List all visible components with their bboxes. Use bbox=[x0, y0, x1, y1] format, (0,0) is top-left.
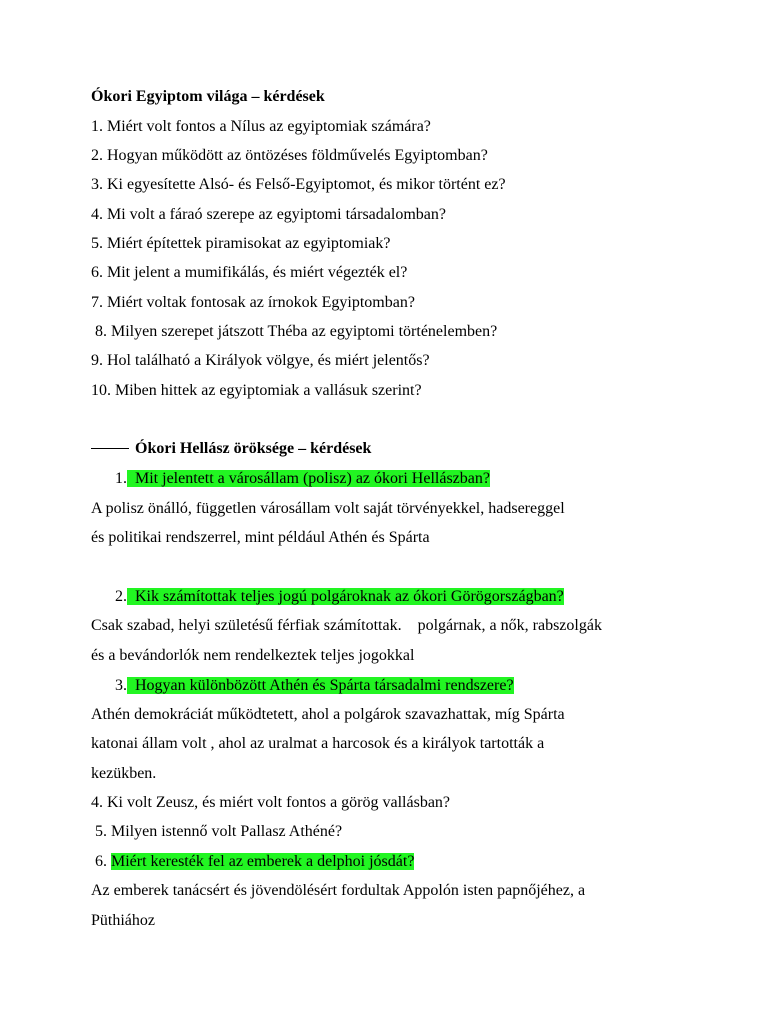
hellas-answer-1-line-2: és politikai rendszerrel, mint például Athén és Spárta bbox=[91, 529, 430, 546]
egypt-title: Ókori Egyiptom világa – kérdések bbox=[91, 88, 325, 105]
question-number: 6. bbox=[91, 853, 111, 870]
hellas-answer-6-line-1: Az emberek tanácsért és jövendölésért fordultak Appolón isten papnőjéhez, a bbox=[91, 882, 586, 899]
hellas-answer-3-line-1: Athén demokráciát működtetett, ahol a polgárok szavazhattak, míg Spárta bbox=[91, 706, 565, 723]
hellas-answer-2-line-2: és a bevándorlók nem rendelkeztek teljes jogokkal bbox=[91, 647, 415, 664]
hellas-question-4: 4. Ki volt Zeusz, és miért volt fontos a görög vallásban? bbox=[91, 794, 451, 811]
hellas-question-3 bbox=[91, 676, 514, 696]
title-dash-line bbox=[91, 448, 129, 449]
egypt-question-3: 3. Ki egyesítette Alsó- és Felső-Egyiptomot, és mikor történt ez? bbox=[91, 176, 506, 193]
egypt-question-10: 10. Miben hittek az egyiptomiak a vallásuk szerint? bbox=[91, 382, 422, 399]
highlighted-question: Kik számítottak teljes jogú polgároknak az ókori Görögországban? bbox=[127, 588, 564, 605]
hellas-question-1 bbox=[91, 469, 490, 489]
egypt-question-6: 6. Mit jelent a mumifikálás, és miért végezték el? bbox=[91, 264, 408, 281]
hellas-answer-3-line-2: katonai állam volt , ahol az uralmat a harcosok és a királyok tartották a bbox=[91, 735, 545, 752]
egypt-question-8: 8. Milyen szerepet játszott Théba az egyiptomi történelemben? bbox=[91, 323, 498, 340]
question-number: 1. bbox=[115, 470, 127, 487]
highlighted-question: Hogyan különbözött Athén és Spárta társadalmi rendszere? bbox=[127, 677, 514, 694]
hellas-answer-6-line-2: Püthiához bbox=[91, 912, 155, 929]
hellas-question-2 bbox=[91, 587, 564, 607]
hellas-answer-1-line-1: A polisz önálló, független városállam volt saját törvényekkel, hadsereggel bbox=[91, 500, 565, 517]
highlighted-question: Mit jelentett a városállam (polisz) az ókori Hellászban? bbox=[127, 470, 490, 487]
question-number: 3. bbox=[115, 677, 127, 694]
egypt-question-2: 2. Hogyan működött az öntözéses földművelés Egyiptomban? bbox=[91, 147, 488, 164]
question-number: 2. bbox=[115, 588, 127, 605]
highlighted-question: Miért keresték fel az emberek a delphoi jósdát? bbox=[111, 853, 415, 870]
egypt-question-9: 9. Hol található a Királyok völgye, és miért jelentős? bbox=[91, 352, 430, 369]
hellas-question-5: 5. Milyen istennő volt Pallasz Athéné? bbox=[91, 823, 343, 840]
hellas-answer-2-line-1: Csak szabad, helyi születésű férfiak számítottak. polgárnak, a nők, rabszolgák bbox=[91, 617, 602, 634]
egypt-question-7: 7. Miért voltak fontosak az írnokok Egyiptomban? bbox=[91, 294, 415, 311]
hellas-answer-3-line-3: kezükben. bbox=[91, 765, 157, 782]
hellas-question-6 bbox=[91, 852, 414, 872]
egypt-question-5: 5. Miért építettek piramisokat az egyiptomiak? bbox=[91, 235, 391, 252]
egypt-question-1: 1. Miért volt fontos a Nílus az egyiptomiak számára? bbox=[91, 118, 431, 135]
hellas-title-row bbox=[91, 439, 371, 459]
egypt-question-4: 4. Mi volt a fáraó szerepe az egyiptomi társadalomban? bbox=[91, 206, 446, 223]
hellas-title: Ókori Hellász öröksége – kérdések bbox=[135, 440, 372, 457]
